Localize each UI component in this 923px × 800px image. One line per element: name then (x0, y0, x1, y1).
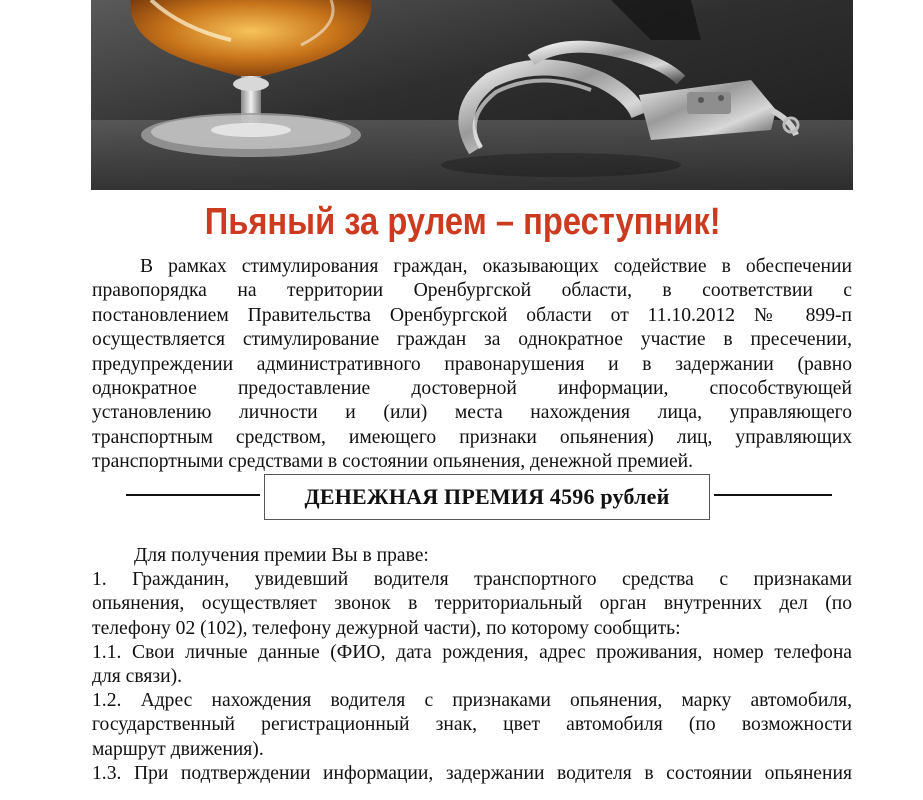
instructions-section (92, 544, 852, 786)
instruction-line: государственный регистрационный знак, цвет автомобиля (по возможности (92, 714, 852, 736)
intro-line: правопорядка на территории Оренбургской области, в соответствии с (92, 280, 852, 302)
instruction-line: 1.1. Свои личные данные (ФИО, дата рождения, адрес проживания, номер телефона (92, 641, 852, 663)
intro-line: транспортными средствами в состоянии опьянения, денежной премией. (92, 451, 694, 473)
instruction-line: 1. Гражданин, увидевший водителя транспортного средства с признаками (92, 569, 852, 591)
intro-line: осуществляется стимулирование граждан за однократное участие в пресечении, (92, 329, 852, 351)
intro-line: постановлением Правительства Оренбургской области от 11.10.2012 № 899-п (92, 304, 852, 326)
instruction-line: 1.2. Адрес нахождения водителя с признаками опьянения, марку автомобиля, (92, 690, 852, 712)
divider-left (126, 494, 260, 496)
page-title: Пьяный за рулем – преступник! (204, 201, 721, 243)
intro-paragraph (92, 255, 852, 475)
intro-line: предупреждении административного правонарушения и в задержании (равно (92, 353, 852, 375)
intro-line: однократное предоставление достоверной информации, способствующей (92, 378, 852, 400)
instruction-line: маршрут движения). (92, 738, 264, 760)
divider-right (714, 494, 832, 496)
intro-line: транспортным средством, имеющего признаки опьянения) лиц, управляющих (92, 426, 852, 448)
instruction-line: опьянения, осуществляет звонок в территориальный орган внутренних дел (по (92, 593, 852, 615)
instruction-line: для связи). (92, 666, 183, 688)
prize-amount-box: ДЕНЕЖНАЯ ПРЕМИЯ 4596 рублей (264, 474, 710, 520)
intro-line: В рамках стимулирования граждан, оказывающих содействие в обеспечении (140, 256, 852, 277)
instruction-line: телефону 02 (102), телефону дежурной части), по которому сообщить: (92, 617, 681, 639)
intro-line: установлению личности и (или) места нахождения лица, управляющего (92, 402, 852, 424)
instruction-line: 1.3. При подтверждении информации, задержании водителя в состоянии опьянения (92, 762, 852, 784)
header-photo-glass-and-handcuffs (91, 0, 853, 190)
instructions-intro: Для получения премии Вы в праве: (134, 545, 429, 566)
